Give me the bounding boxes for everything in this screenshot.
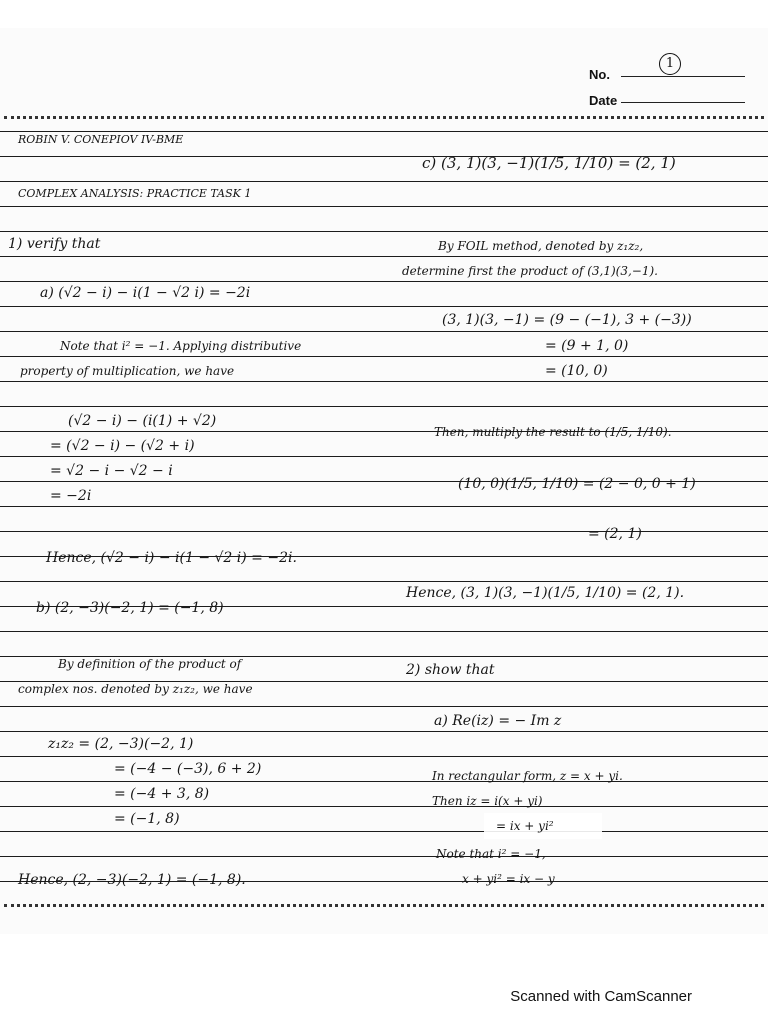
ruled-line	[0, 206, 768, 207]
page-number: 1	[659, 53, 681, 75]
q2a-note-2: Note that i² = −1,	[436, 847, 546, 861]
ruled-line	[0, 856, 768, 857]
name-line: ROBIN V. CONEPIOV IV-BME	[18, 133, 184, 146]
q1b-note-1: By definition of the product of	[58, 657, 242, 671]
q1b-statement: b) (2, −3)(−2, 1) = (−1, 8)	[36, 600, 224, 616]
q1c-note-1: By FOIL method, denoted by z₁z₂,	[438, 239, 644, 253]
q1c-statement: c) (3, 1)(3, −1)(1/5, 1/10) = (2, 1)	[422, 154, 676, 172]
ruled-line	[0, 781, 768, 782]
bottom-dotted-margin	[4, 904, 764, 907]
q2a-step-2: = ix + yi²	[496, 819, 554, 833]
ruled-line	[0, 706, 768, 707]
q1c-step-3: = (10, 0)	[545, 363, 608, 379]
ruled-line	[0, 531, 768, 532]
ruled-line	[0, 756, 768, 757]
q1c-step-1: (3, 1)(3, −1) = (9 − (−1), 3 + (−3))	[442, 312, 692, 328]
subject-line: COMPLEX ANALYSIS: PRACTICE TASK 1	[18, 187, 252, 200]
q1b-note-2: complex nos. denoted by z₁z₂, we have	[18, 682, 253, 696]
ruled-line	[0, 181, 768, 182]
q2-heading: 2) show that	[406, 662, 495, 678]
ruled-line	[0, 306, 768, 307]
q1a-statement: a) (√2 − i) − i(1 − √2 i) = −2i	[40, 285, 251, 301]
q1a-step-2: = (√2 − i) − (√2 + i)	[50, 438, 195, 454]
q1-heading: 1) verify that	[8, 236, 101, 252]
ruled-line	[0, 456, 768, 457]
q1a-conclusion: Hence, (√2 − i) − i(1 − √2 i) = −2i.	[46, 550, 297, 566]
ruled-line	[0, 331, 768, 332]
no-underline	[621, 76, 745, 77]
no-label: No.	[589, 67, 610, 82]
notebook-page	[0, 28, 768, 934]
date-underline	[621, 102, 745, 103]
q1a-step-4: = −2i	[50, 488, 92, 504]
q1b-step-2: = (−4 − (−3), 6 + 2)	[114, 761, 262, 777]
ruled-line	[0, 831, 768, 832]
ruled-line	[0, 581, 768, 582]
top-dotted-margin	[4, 116, 764, 119]
q1b-step-4: = (−1, 8)	[114, 811, 180, 827]
ruled-line	[0, 806, 768, 807]
q1b-step-3: = (−4 + 3, 8)	[114, 786, 210, 802]
ruled-line	[0, 506, 768, 507]
ruled-line	[0, 381, 768, 382]
scanner-watermark: Scanned with CamScanner	[510, 988, 692, 1005]
ruled-line	[0, 231, 768, 232]
q1a-note-2: property of multiplication, we have	[20, 364, 235, 378]
ruled-line	[0, 281, 768, 282]
q1c-step-5: = (2, 1)	[588, 526, 642, 542]
ruled-line	[0, 631, 768, 632]
q2a-statement: a) Re(iz) = − Im z	[434, 713, 562, 729]
q2a-step-3: x + yi² = ix − y	[462, 872, 555, 886]
q1c-step-2: = (9 + 1, 0)	[545, 338, 629, 354]
q1a-step-3: = √2 − i − √2 − i	[50, 463, 173, 479]
q2a-step-1: Then iz = i(x + yi)	[432, 794, 543, 808]
date-label: Date	[589, 93, 618, 108]
ruled-line	[0, 256, 768, 257]
q1c-note-3: Then, multiply the result to (1/5, 1/10).	[434, 425, 672, 439]
q1b-conclusion: Hence, (2, −3)(−2, 1) = (−1, 8).	[18, 872, 246, 888]
q1b-step-1: z₁z₂ = (2, −3)(−2, 1)	[48, 736, 194, 752]
ruled-line	[0, 731, 768, 732]
q1c-step-4: (10, 0)(1/5, 1/10) = (2 − 0, 0 + 1)	[458, 476, 696, 492]
ruled-line	[0, 406, 768, 407]
q1a-note-1: Note that i² = −1. Applying distributive	[60, 339, 302, 353]
ruled-line	[0, 356, 768, 357]
q1c-note-2: determine first the product of (3,1)(3,−1).	[402, 264, 658, 278]
q1a-step-1: (√2 − i) − (i(1) + √2)	[68, 413, 217, 429]
q1c-conclusion: Hence, (3, 1)(3, −1)(1/5, 1/10) = (2, 1).	[406, 585, 685, 601]
q2a-note-1: In rectangular form, z = x + yi.	[432, 769, 623, 783]
